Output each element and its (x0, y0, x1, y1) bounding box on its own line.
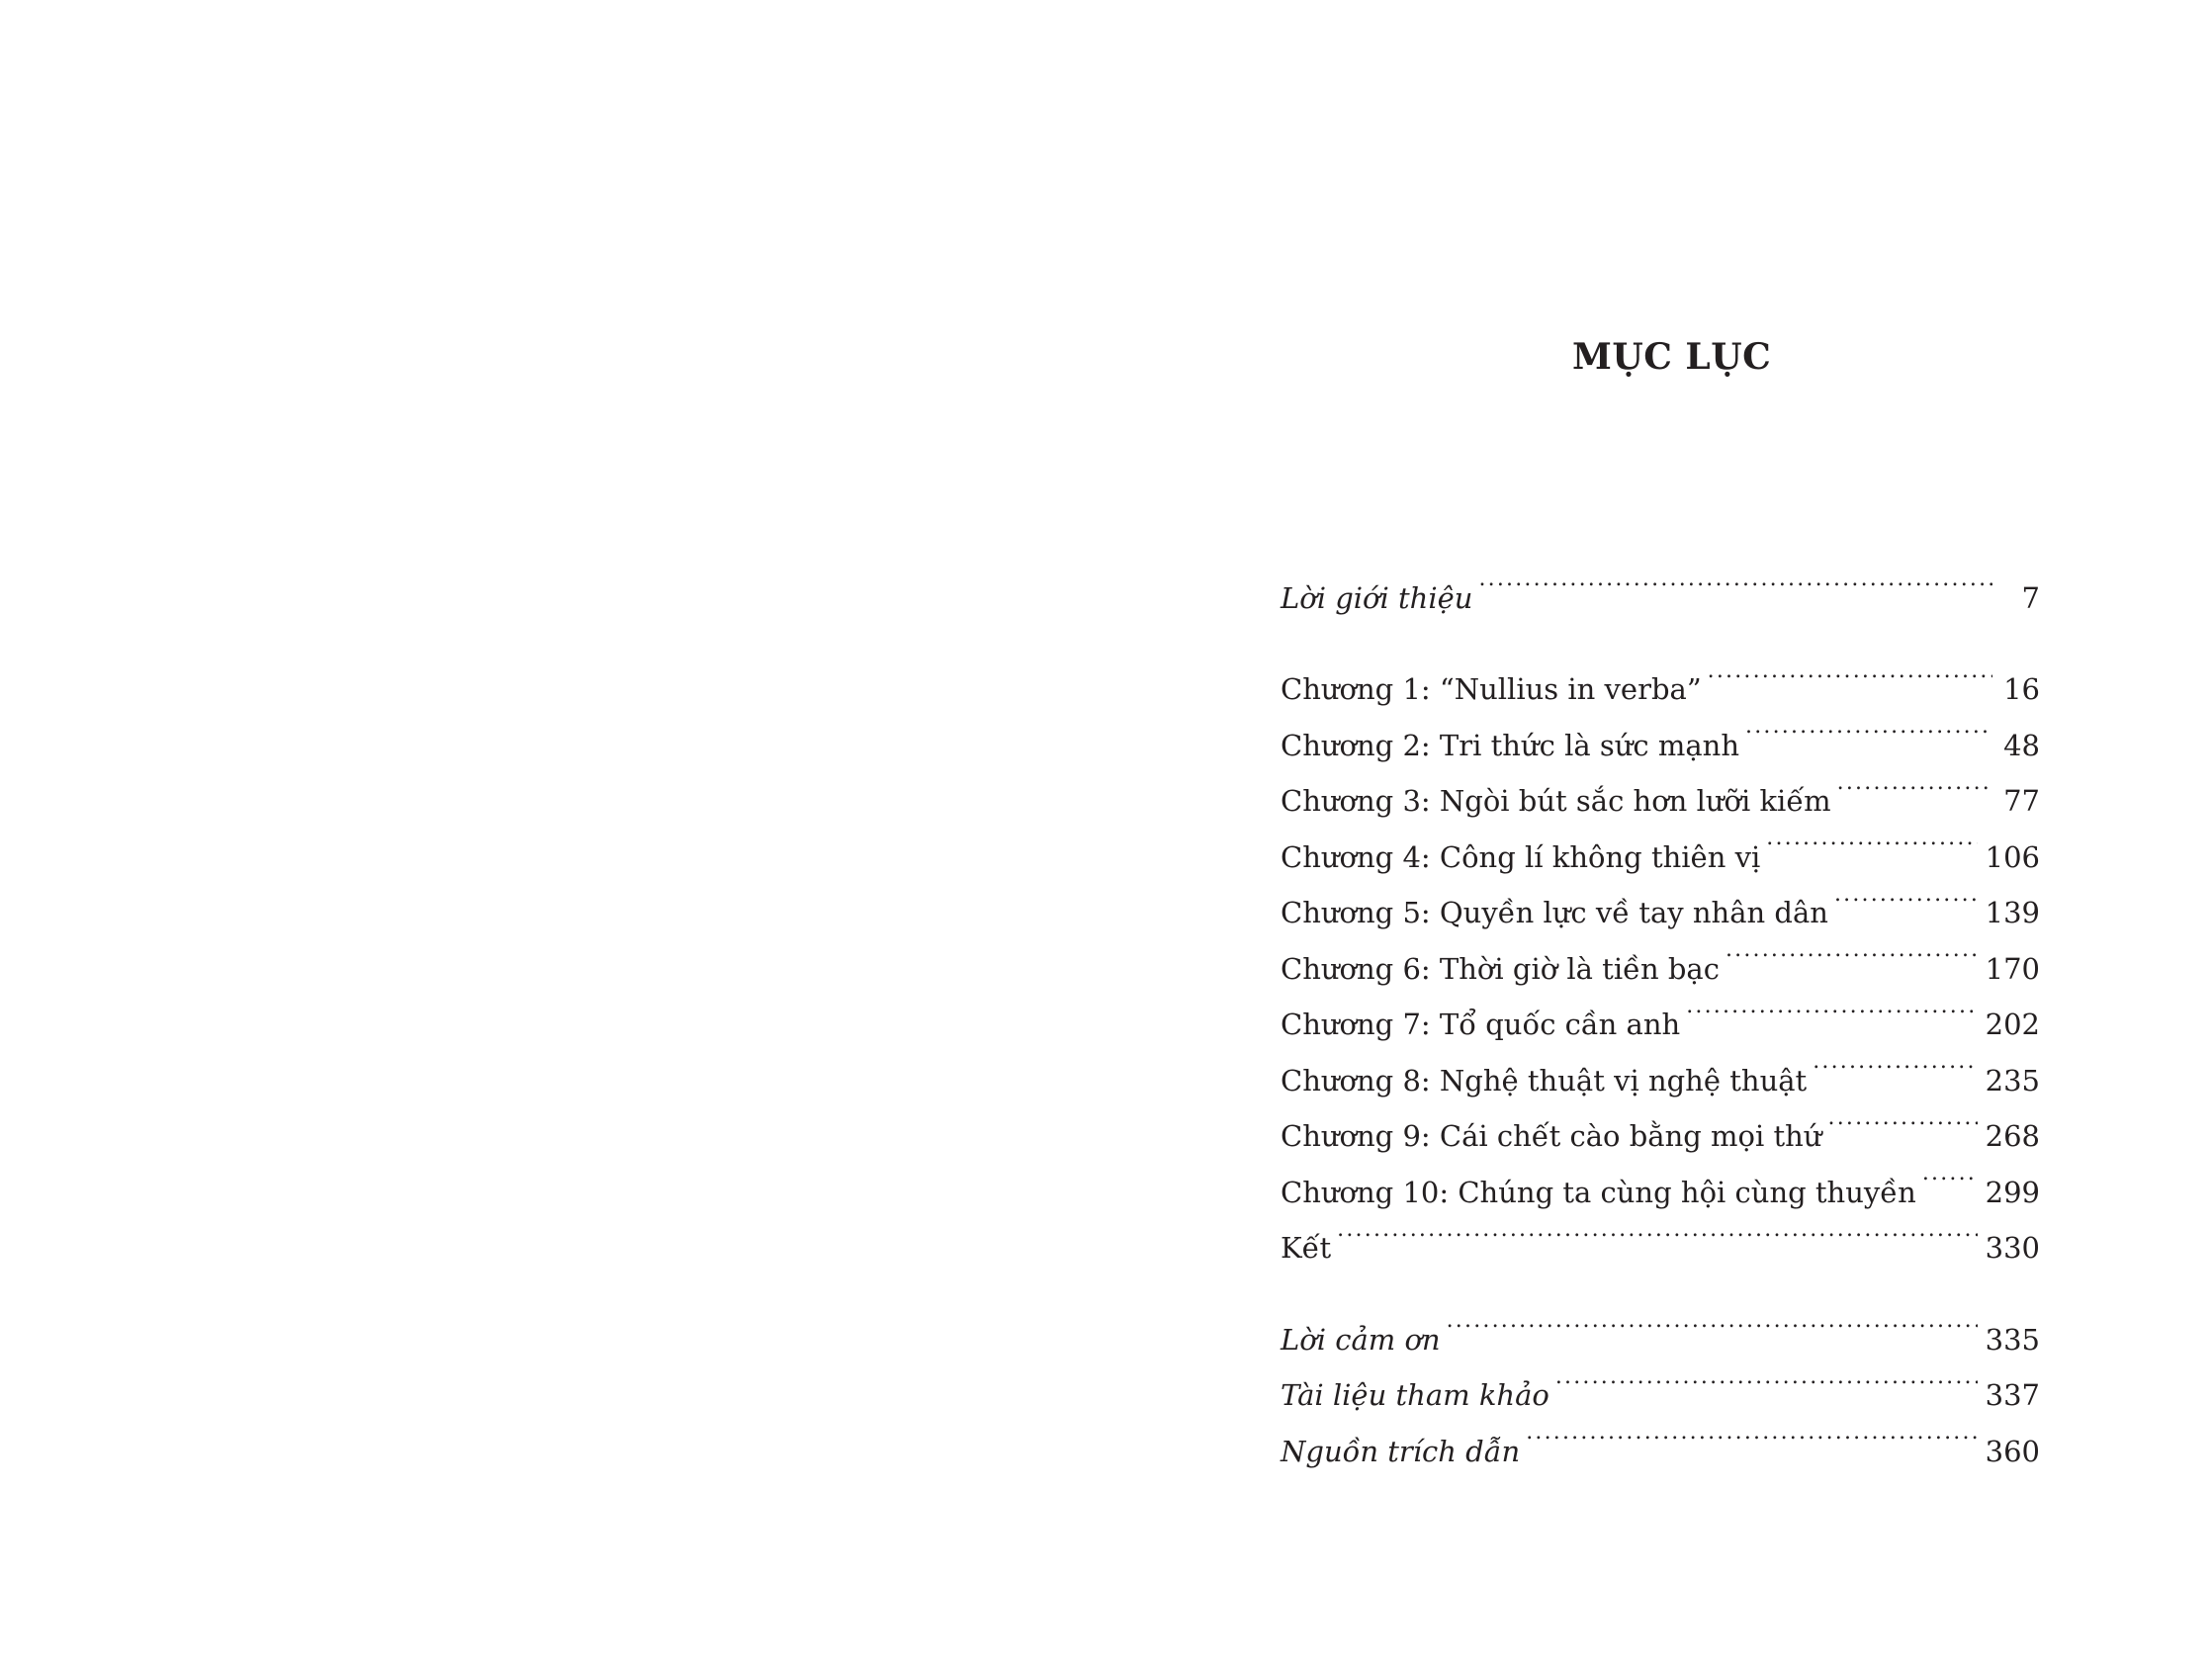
toc-entry-page: 106 (1985, 839, 2040, 874)
toc-entry-label: Chương 1: “Nullius in verba” (1281, 672, 1702, 706)
toc-entry-page: 360 (1985, 1434, 2040, 1468)
toc-entry-page: 170 (1985, 951, 2040, 986)
dot-leader (1447, 1293, 1978, 1350)
toc-entry-page: 48 (2003, 728, 2040, 762)
toc-entry-page: 268 (1985, 1119, 2040, 1153)
toc-front-matter (1281, 552, 2040, 615)
toc-entry-page: 7 (2021, 580, 2040, 615)
toc-entry-label: Nguồn trích dẫn (1281, 1434, 1521, 1468)
dot-leader (1922, 1146, 1978, 1202)
toc-entry-page: 299 (1985, 1175, 2040, 1209)
toc-entry-label: Chương 9: Cái chết cào bằng mọi thứ (1281, 1119, 1822, 1153)
toc-entry-label: Chương 8: Nghệ thuật vị nghệ thuật (1281, 1063, 1808, 1097)
toc-entry-label: Chương 3: Ngòi bút sắc hơn lưỡi kiếm (1281, 784, 1831, 818)
page-title: MỤC LỤC (1572, 336, 1772, 378)
toc-entry-label: Kết (1281, 1231, 1332, 1265)
toc-entry-label: Tài liệu tham khảo (1281, 1378, 1549, 1412)
toc-entry-page: 139 (1985, 896, 2040, 929)
dot-leader (1828, 1091, 1978, 1147)
toc-chapters (1281, 644, 2040, 1265)
toc-entry-label: Chương 10: Chúng ta cùng hội cùng thuyền (1281, 1175, 1916, 1209)
dot-leader (1745, 699, 1992, 755)
toc-entry-label: Chương 4: Công lí không thiên vị (1281, 839, 1761, 874)
dot-leader (1708, 644, 1992, 700)
dot-leader (1834, 867, 1978, 923)
dot-leader (1837, 755, 1992, 812)
dot-leader (1686, 979, 1977, 1035)
toc-entry-page: 235 (1985, 1063, 2040, 1097)
toc-entry-page: 337 (1985, 1378, 2040, 1412)
toc-entry-page: 335 (1985, 1322, 2040, 1357)
toc-entry-label: Chương 7: Tổ quốc cần anh (1281, 1008, 1681, 1041)
toc-entry-page: 330 (1985, 1231, 2040, 1265)
dot-leader (1725, 922, 1978, 979)
dot-leader (1813, 1034, 1977, 1091)
dot-leader (1478, 552, 1992, 608)
toc-back-matter (1281, 1293, 2040, 1468)
table-of-contents (1281, 552, 2040, 1468)
toc-entry-page: 16 (2003, 672, 2040, 706)
toc-entry-page: 202 (1985, 1008, 2040, 1041)
toc-entry[interactable] (1281, 1202, 2040, 1265)
toc-entry-label: Chương 2: Tri thức là sức mạnh (1281, 728, 1740, 762)
toc-entry-label: Chương 6: Thời giờ là tiền bạc (1281, 951, 1720, 986)
toc-entry-page: 77 (2003, 784, 2040, 818)
dot-leader (1337, 1202, 1977, 1259)
toc-entry[interactable] (1281, 1293, 2040, 1357)
dot-leader (1766, 811, 1977, 867)
dot-leader (1526, 1405, 1977, 1461)
dot-leader (1555, 1350, 1978, 1406)
toc-entry-label: Chương 5: Quyền lực về tay nhân dân (1281, 896, 1828, 929)
toc-entry[interactable] (1281, 552, 2040, 615)
toc-entry[interactable] (1281, 644, 2040, 706)
toc-entry-label: Lời cảm ơn (1281, 1322, 1441, 1357)
toc-entry-label: Lời giới thiệu (1281, 580, 1473, 615)
